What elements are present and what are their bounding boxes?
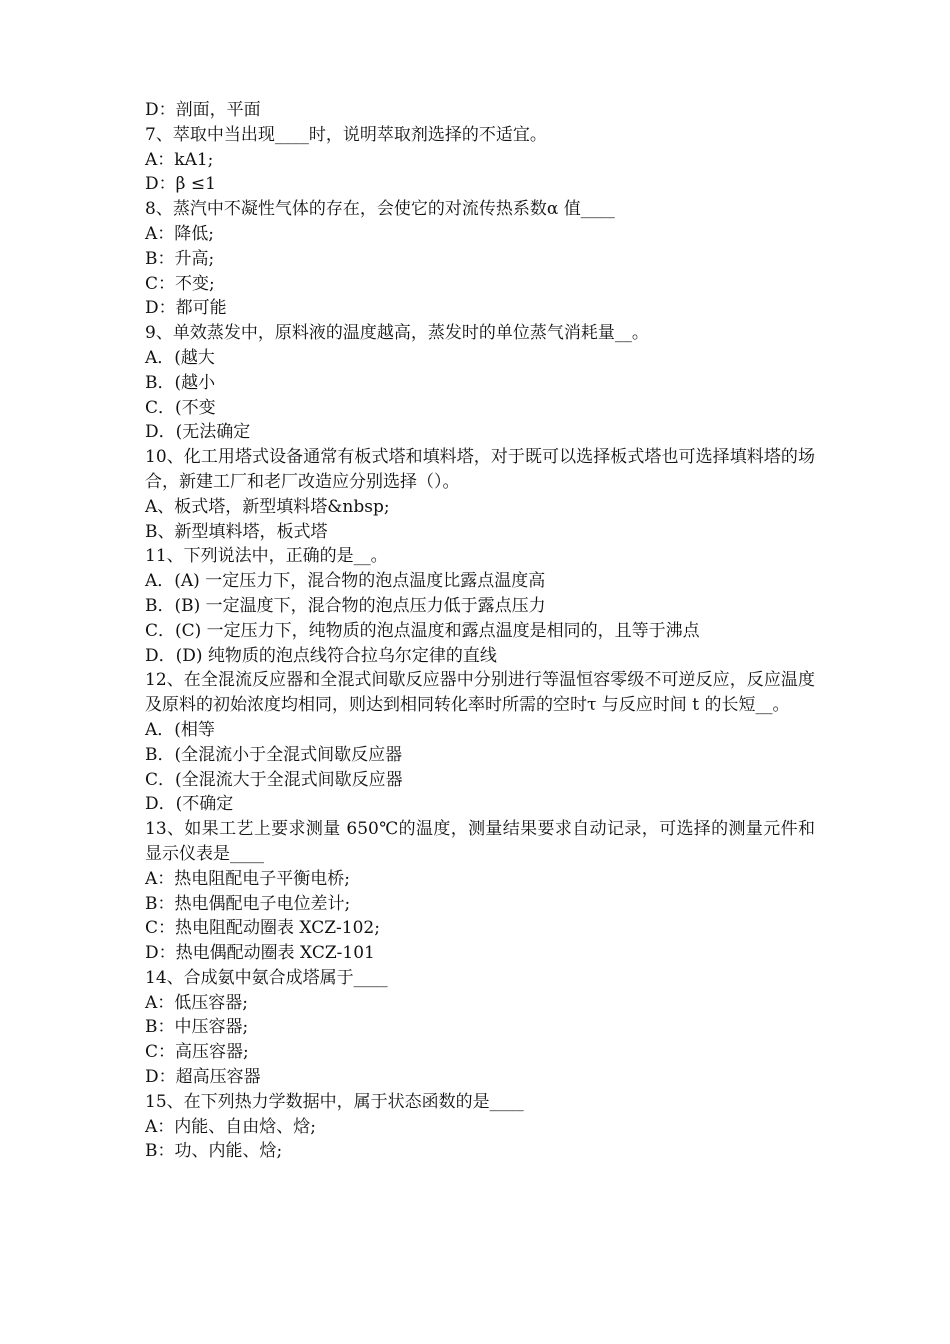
question-10: 10、化工用塔式设备通常有板式塔和填料塔，对于既可以选择板式塔也可选择填料塔的场合，新建工厂和老厂改造应分别选择（）。 <box>145 447 815 492</box>
option-line: A．(越大 <box>145 347 215 368</box>
option-line: B．(全混流小于全混式间歇反应器 <box>145 744 403 765</box>
option-line: A．(相等 <box>145 719 215 740</box>
option-line: B：升高; <box>145 248 215 269</box>
option-line: D．(不确定 <box>145 794 234 815</box>
option-line: B．(越小 <box>145 372 216 393</box>
question-9: 9、单效蒸发中，原料液的温度越高，蒸发时的单位蒸气消耗量__。 <box>145 323 649 344</box>
question-12: 12、在全混流反应器和全混式间歇反应器中分别进行等温恒容零级不可逆反应，反应温度及原料的初始浓度均相同，则达到相同转化率时所需的空时τ 与反应时间 t 的长短__。 <box>145 670 815 716</box>
option-line: C：高压容器; <box>145 1042 249 1063</box>
question-13: 13、如果工艺上要求测量 650℃的温度，测量结果要求自动记录，可选择的测量元件和显示仪表是____ <box>145 819 815 864</box>
question-14: 14、合成氨中氨合成塔属于____ <box>145 967 388 988</box>
option-line: D：热电偶配动圈表 XCZ-101 <box>145 943 375 964</box>
option-line: A、板式塔，新型填料塔&nbsp; <box>145 496 390 517</box>
option-line: C：不变; <box>145 273 215 294</box>
option-line: A：低压容器; <box>145 992 249 1013</box>
option-line: C．(不变 <box>145 397 216 418</box>
option-line: D：β ≤1 <box>145 174 216 195</box>
option-line: B：功、内能、焓; <box>145 1141 283 1162</box>
option-line: C：热电阻配动圈表 XCZ-102; <box>145 918 380 939</box>
option-line: D：剖面，平面 <box>145 100 261 120</box>
option-line: B：热电偶配电子电位差计; <box>145 893 351 914</box>
document-body <box>145 98 815 1164</box>
option-line: C．(C) 一定压力下，纯物质的泡点温度和露点温度是相同的，且等于沸点 <box>145 620 700 641</box>
option-line: A．(A) 一定压力下，混合物的泡点温度比露点温度高 <box>145 571 546 592</box>
option-line: D．(无法确定 <box>145 422 251 443</box>
option-line: B．(B) 一定温度下，混合物的泡点压力低于露点压力 <box>145 595 546 616</box>
option-line: A：降低; <box>145 223 215 244</box>
option-line: C．(全混流大于全混式间歇反应器 <box>145 769 403 790</box>
option-line: B：中压容器; <box>145 1017 249 1038</box>
question-7: 7、萃取中当出现____时，说明萃取剂选择的不适宜。 <box>145 124 547 145</box>
option-line: A：内能、自由焓、焓; <box>145 1116 317 1137</box>
option-line: D：超高压容器 <box>145 1067 261 1088</box>
option-line: B、新型填料塔，板式塔 <box>145 521 328 542</box>
question-15: 15、在下列热力学数据中，属于状态函数的是____ <box>145 1091 524 1112</box>
option-line: A：热电阻配电子平衡电桥; <box>145 868 351 889</box>
option-line: D．(D) 纯物质的泡点线符合拉乌尔定律的直线 <box>145 645 497 666</box>
option-line: D：都可能 <box>145 298 227 319</box>
option-line: A：kA1; <box>145 149 214 170</box>
question-11: 11、下列说法中，正确的是__。 <box>145 546 388 567</box>
question-8: 8、蒸汽中不凝性气体的存在，会使它的对流传热系数α 值____ <box>145 199 615 220</box>
